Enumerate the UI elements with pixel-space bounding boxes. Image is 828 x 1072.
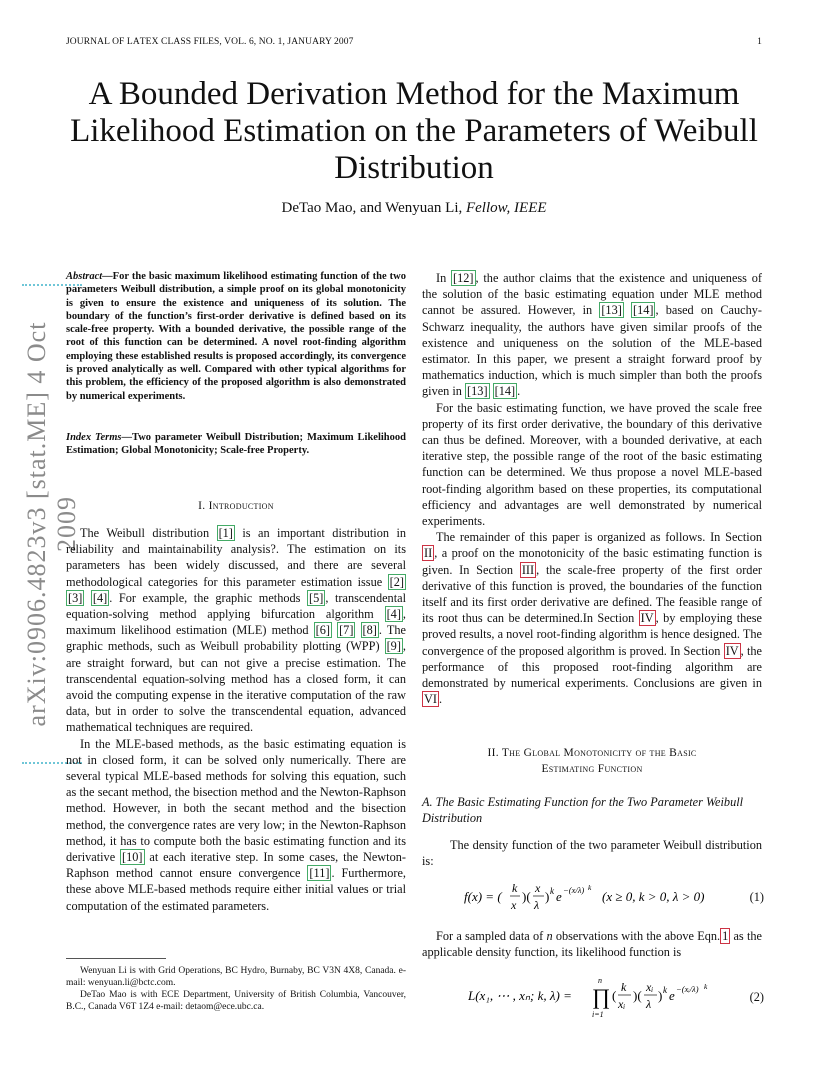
svg-text:e: e xyxy=(669,988,675,1003)
right-paragraph-2: For the basic estimating function, we have proved the scale free property of its first order derivative, the boundary of this derivative can thus be defined. Moreover, with a bounded derivative, at each iterative step, the possible range of the root of the basic estimating function can be determined. We thus propose a novel MLE-based root-finding algorithm based on these properties, its computational efficiency and advantages are well demonstrated by numerical experiments. xyxy=(422,400,762,529)
introduction-body xyxy=(66,525,406,914)
svg-text:k: k xyxy=(704,982,708,991)
citation-link[interactable]: [4] xyxy=(92,590,108,605)
intro-paragraph-1: The Weibull distribution [1] is an important distribution in reliability and maintainability analysis?. The estimation on its parameters has been widely discussed, and there are several methodological categories for this parameter estimation issue [2] [3] [4] . For example, the graphic methods [5] , transcendental equation-solving method applying bifurcation algorithm [4] , maximum likelihood estimation (MLE) method [6] [7] [8] . The graphic methods, such as Weibull probability plotting (WPP) [9] , are straight forward, but can not give a precise estimation. The transcendental equation-solving method has a closed form, it can avoid the computing expense in the iterative computation of the raw data, but in order to solve the transcendental equation, advanced mathematical techniques are required. xyxy=(66,526,407,735)
svg-text:λ: λ xyxy=(534,898,540,912)
abstract-text: —For the basic maximum likelihood estimating function of the two parameters Weibull distribution, a simple proof on its global monotonicity is given to ensure the existence and uniqueness of its solution. The boundary of the function’s first-order derivative is defined based on its scale-free property. With a bounded derivative, the possible range of the root of this function can be determined. A novel root-finding algorithm employing these established results is proposed accordingly, its convergence is proved analytically as well. Compared with other typical algorithms for this problem, the efficiency of the proposed algorithm is also demonstrated by numerical experiments. xyxy=(66,271,406,402)
citation-link[interactable]: [6] xyxy=(315,623,330,638)
equation-link[interactable]: 1 xyxy=(722,929,729,943)
svg-text:e: e xyxy=(556,889,562,904)
citation-link[interactable]: [10] xyxy=(122,850,143,865)
index-terms-label: Index Terms xyxy=(66,432,122,443)
svg-text:k: k xyxy=(588,883,592,892)
citation-link[interactable]: [4] xyxy=(386,607,401,622)
citation-link[interactable]: [14] xyxy=(494,384,516,399)
svg-text:)(: )( xyxy=(633,988,642,1003)
citation-link[interactable]: [7] xyxy=(339,623,354,638)
running-header xyxy=(66,37,762,51)
density-intro-paragraph: The density function of the two parameter Weibull distribution is: xyxy=(422,838,762,869)
svg-text:xᵢ: xᵢ xyxy=(646,980,654,994)
journal-header: JOURNAL OF LΑTΕX CLASS FILES, VOL. 6, NO. 1, JANUARY 2007 xyxy=(66,37,354,47)
svg-text:i=1: i=1 xyxy=(592,1010,604,1019)
section-heading-introduction: I. Introduction xyxy=(198,500,274,512)
right-paragraph-1: In [12] , the author claims that the existence and uniqueness of the solution of the basic estimating equation under MLE method cannot be assured. However, in [13] [14] , based on Cauchy-Schwarz inequality, the authors have given similar proofs of the existence and uniqueness on the solution of the MLE-based estimator. In this paper, we present a straight forward proof by mathematics induction, which is much simpler than both the proofs given in [13] [14] . xyxy=(422,271,762,399)
svg-text:k: k xyxy=(550,886,554,896)
svg-text:x: x xyxy=(535,881,541,895)
author-names: DeTao Mao, and Wenyuan Li, xyxy=(281,200,463,216)
abstract xyxy=(66,270,406,403)
footnote-li: Wenyuan Li is with Grid Operations, BC Hydro, Burnaby, BC V3N 4X8, Canada. e-mail: wenyuan.li@bctc.com. xyxy=(66,966,406,988)
equation-2 xyxy=(468,974,764,1020)
svg-text:xᵢ: xᵢ xyxy=(618,997,626,1011)
citation-link[interactable]: [13] xyxy=(601,303,622,318)
svg-text:L(x₁, ⋯ , xₙ; k, λ) =: L(x₁, ⋯ , xₙ; k, λ) = xyxy=(468,988,572,1003)
subsection-heading: A. The Basic Estimating Function for the Two Parameter Weibull Distribution xyxy=(422,795,744,825)
citation-link[interactable]: [11] xyxy=(309,866,330,881)
index-terms xyxy=(66,431,406,458)
author-line xyxy=(40,200,788,217)
citation-link[interactable]: [8] xyxy=(362,623,377,638)
section-link[interactable]: II xyxy=(424,546,433,561)
svg-text:)(: )( xyxy=(522,889,531,904)
footnote-rule xyxy=(66,958,166,959)
svg-text:k: k xyxy=(512,881,518,895)
footnote-mao: DeTao Mao is with ECE Department, University of British Columbia, Vancouver, B.C., Canada V6T 1Z4 e-mail: detaom@ece.ubc.ca. xyxy=(66,990,406,1012)
paper-title: A Bounded Derivation Method for the Maximum Likelihood Estimation on the Parameters of Weibull Distribution xyxy=(70,76,758,186)
equation-1-graphic xyxy=(464,878,764,914)
equation-2-number: (2) xyxy=(749,990,764,1004)
svg-text:f(x) = (: f(x) = ( xyxy=(464,889,502,904)
svg-text:(x ≥ 0, k > 0, λ > 0): (x ≥ 0, k > 0, λ > 0) xyxy=(602,889,705,904)
section-heading-monotonicity: II. The Global Monotonicity of the Basic Estimating Function xyxy=(487,747,697,775)
svg-text:): ) xyxy=(658,988,663,1003)
footnotes xyxy=(66,965,406,1013)
section-link[interactable]: IV xyxy=(640,611,654,626)
svg-text:−(xᵢ/λ): −(xᵢ/λ) xyxy=(676,984,699,994)
abstract-label: Abstract xyxy=(66,271,103,282)
arxiv-side-stamp: arXiv:0906.4823v3 [stat.ME] 4 Oct 2009 xyxy=(22,284,82,764)
right-column-body xyxy=(422,270,762,707)
citation-link[interactable]: [14] xyxy=(632,303,654,318)
section-link[interactable]: III xyxy=(521,562,535,577)
equation-2-graphic xyxy=(468,974,764,1020)
citation-link[interactable]: [5] xyxy=(309,590,324,605)
right-paragraph-3: The remainder of this paper is organized as follows. In Section II , a proof on the monotonicity of the basic estimating function is given. In Section III , the scale-free property of the first order derivative of this function is proved, the boundaries of the function itself and its first order derivative are defined. The feasible range of its root thus can be determined.In Section IV , by employing these proved results, a novel root-finding algorithm is hence designed. The convergence of the proposed algorithm is proved. In Section IV , the performance of this proposed root-finding algorithm are demonstrated by numerical experiments. Conclusions are given in VI . xyxy=(422,530,762,707)
section-link[interactable]: IV xyxy=(725,643,739,658)
citation-link[interactable]: [12] xyxy=(453,271,474,285)
citation-link[interactable]: [13] xyxy=(467,384,488,399)
citation-link[interactable]: [2] xyxy=(389,574,404,589)
equation-1 xyxy=(464,878,764,914)
svg-text:(: ( xyxy=(612,988,617,1003)
intro-paragraph-2: In the MLE-based methods, as the basic estimating equation is not in closed form, it can be solved only numerically. There are several typical MLE-based methods for solving this equation, such as the secant method, the bisection method and the Newton-Raphson method. However, in both the secant method and the bisection method, the convergence rates are very low; in the Newton-Raphson method, it has to compute both the basic estimating function and its derivative [10] at each iterative step. In some cases, the Newton-Raphson method cannot ensure convergence [11] . Furthermore, these above MLE-based methods require either initial values or trial computation of the estimated parameters. xyxy=(66,736,406,913)
svg-text:): ) xyxy=(545,889,550,904)
page-number: 1 xyxy=(757,37,762,47)
svg-text:∏: ∏ xyxy=(592,984,611,1009)
section-link[interactable]: VI xyxy=(424,692,437,707)
svg-text:x: x xyxy=(511,898,517,912)
svg-text:k: k xyxy=(621,980,627,994)
svg-text:k: k xyxy=(663,985,667,995)
citation-link[interactable]: [9] xyxy=(386,639,401,654)
index-terms-text: —Two parameter Weibull Distribution; Maximum Likelihood Estimation; Global Monotonicity; Scale-free Property. xyxy=(66,432,406,457)
svg-text:n: n xyxy=(598,976,602,985)
svg-text:−(x/λ): −(x/λ) xyxy=(563,885,585,895)
citation-link[interactable]: [1] xyxy=(218,526,233,540)
citation-link[interactable]: [3] xyxy=(68,590,83,605)
svg-text:λ: λ xyxy=(646,997,652,1011)
equation-1-number: (1) xyxy=(749,890,764,904)
author-fellow: Fellow, IEEE xyxy=(465,200,547,216)
likelihood-intro-paragraph: For a sampled data of n observations with the above Eqn. 1 as the applicable density function, its likelihood function is xyxy=(422,929,762,960)
